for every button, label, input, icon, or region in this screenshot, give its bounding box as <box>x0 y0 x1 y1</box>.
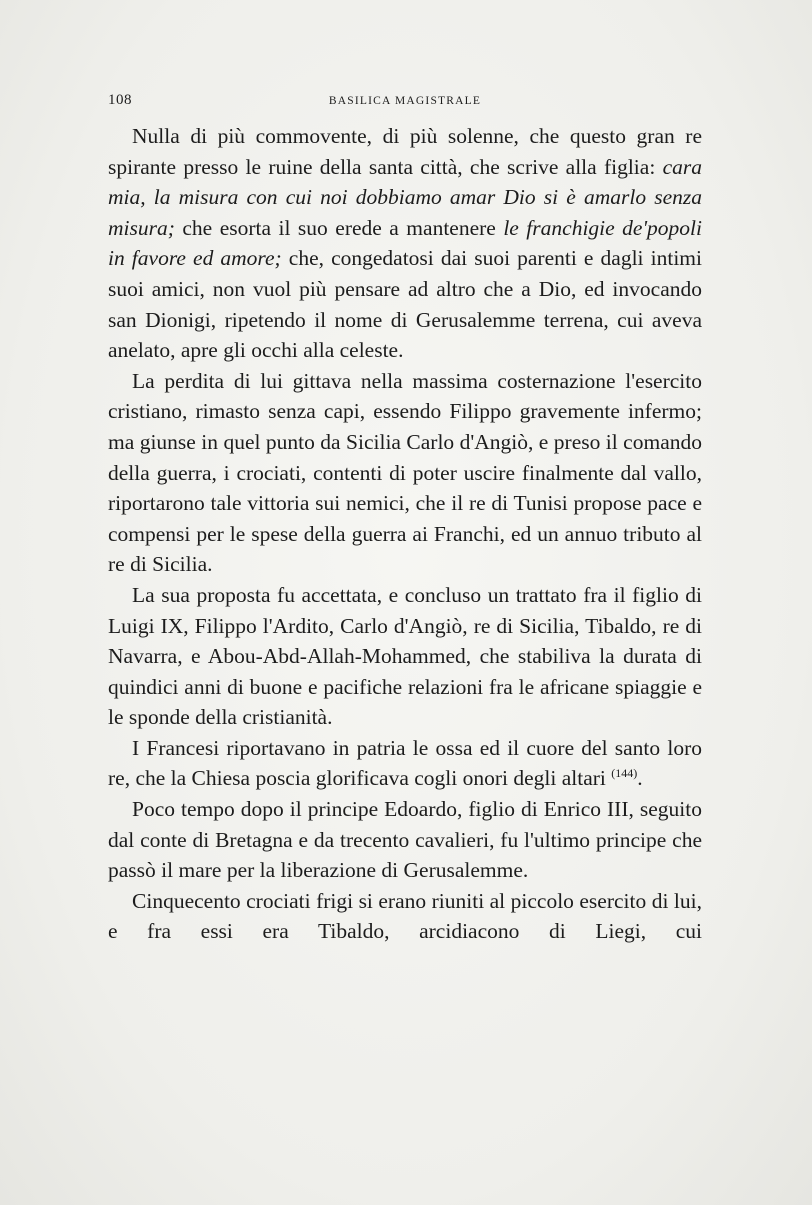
body-text <box>108 121 702 947</box>
page-number: 108 <box>108 92 132 108</box>
page-header <box>108 92 702 116</box>
footnote-ref: (144) <box>611 766 638 781</box>
paragraph: La sua proposta fu accettata, e concluso un trattato fra il figlio di Luigi IX, Filippo l'Ardito, Carlo d'Angiò, re di Sicilia, Tibaldo, re di Navarra, e Abou-Abd-Allah-Mohammed, che stabiliva la durata di quindici anni di buone e pacifiche relazioni fra le africane spiaggie e le sponde della cristianità. <box>108 582 702 730</box>
running-title: BASILICA MAGISTRALE <box>328 95 482 107</box>
paragraph: I Francesi riportavano in patria le ossa ed il cuore del santo loro re, che la Chiesa poscia glorificava cogli onori degli altari $^{(144)}$. <box>108 735 702 791</box>
paragraph: La perdita di lui gittava nella massima costernazione l'esercito cristiano, rimasto senza capi, essendo Filippo gravemente infermo; ma giunse in quel punto da Sicilia Carlo d'Angiò, e preso il comando della guerra, i crociati, contenti di poter uscire finalmente dal vallo, riportarono tale vittoria sui nemici, che il re di Tunisi propose pace e compensi per le spese della guerra ai Franchi, ed un annuo tributo al re di Sicilia. <box>108 368 702 577</box>
paragraph: Cinquecento crociati frigi si erano riuniti al piccolo esercito di lui, e fra essi era Tibaldo, arcidiacono di Liegi, cui <box>108 888 702 944</box>
paragraph: Poco tempo dopo il principe Edoardo, figlio di Enrico III, seguito dal conte di Bretagna e da trecento cavalieri, fu l'ultimo principe che passò il mare per la liberazione di Gerusalemme. <box>108 797 702 883</box>
paragraph: Nulla di più commovente, di più solenne, che questo gran re spirante presso le ruine della santa città, che scrive alla figlia: cara mia, la misura con cui noi dobbiamo amar Dio si è amarlo senza misura; che esorta il suo erede a mantenere le franchigie de'popoli in favore ed amore; che, congedatosi dai suoi parenti e dagli intimi suoi amici, non vuol più pensare ad altro che a Dio, ed invocando san Dionigi, ripetendo il nome di Gerusalemme terrena, cui aveva anelato, apre gli occhi alla celeste. <box>108 124 702 363</box>
